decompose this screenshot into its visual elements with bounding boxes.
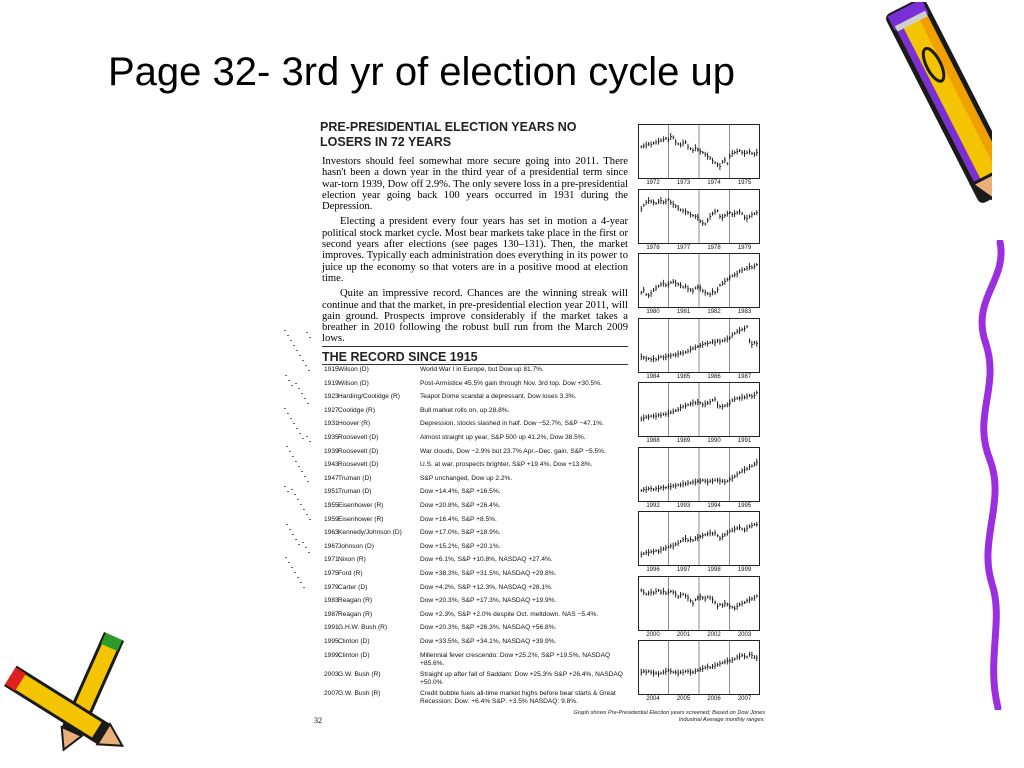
- chart-year-labels: [638, 180, 760, 188]
- speck: [300, 504, 302, 505]
- speck: [305, 365, 307, 366]
- record-president: Eisenhower (R): [338, 515, 384, 523]
- record-president: Johnson (D): [338, 542, 374, 550]
- chart-year-labels: [638, 309, 760, 317]
- record-president: Eisenhower (R): [338, 502, 384, 509]
- speck: [298, 544, 300, 545]
- record-president: Reagan (R): [338, 610, 373, 618]
- speck: [295, 539, 297, 540]
- year-label: 1977: [676, 244, 691, 251]
- speck: [298, 388, 300, 389]
- chart-svg: [638, 511, 760, 566]
- speck: [309, 441, 311, 442]
- speck: [292, 534, 294, 535]
- record-year: 1959: [324, 515, 339, 523]
- year-label: 1982: [707, 309, 721, 315]
- record-year: 1939: [324, 447, 339, 455]
- speck: [295, 461, 297, 462]
- speck: [286, 524, 288, 525]
- speck: [306, 332, 308, 333]
- chart-year-labels: [638, 567, 760, 575]
- chart-panel: [638, 640, 760, 695]
- chart-year-labels: [638, 696, 760, 704]
- record-event: War clouds, Dow −2.9% but 23.7% Apr.–Dec. gain. S&P −5.5%.: [420, 447, 606, 455]
- year-label: 1987: [737, 373, 752, 380]
- pencil-icon: [862, 2, 992, 242]
- record-year: 1931: [324, 420, 339, 428]
- record-year: 1919: [324, 379, 339, 387]
- chart-svg: [638, 318, 760, 373]
- year-label: 1980: [646, 309, 660, 315]
- speck: [301, 471, 303, 472]
- chart-panel: [638, 447, 760, 502]
- speck: [295, 383, 297, 384]
- year-label: 2000: [646, 631, 660, 638]
- speck: [303, 509, 305, 510]
- chart-panel: [638, 124, 760, 179]
- page-number: 32: [314, 716, 322, 725]
- record-year: 1995: [324, 638, 339, 645]
- record-president: Truman (D): [338, 474, 372, 482]
- speck: [286, 446, 288, 447]
- record-president: Clinton (D): [338, 651, 370, 659]
- chart-panel: [638, 189, 760, 244]
- record-event: Dow +33.5%, S&P +34.1%, NASDAQ +39.9%.: [420, 638, 557, 645]
- record-year: 1983: [324, 597, 339, 605]
- record-event: Straight up after fall of Saddam: Dow +25.3% S&P +26.4%, NASDAQ +50.0%: [420, 670, 623, 686]
- speck: [302, 360, 304, 361]
- intro-text: [322, 156, 628, 349]
- record-year: 1927: [324, 406, 339, 414]
- chart-svg: [638, 576, 760, 631]
- speck: [289, 529, 291, 530]
- record-heading: THE RECORD SINCE 1915: [322, 350, 478, 364]
- speck: [291, 489, 293, 490]
- chart-svg: [638, 253, 760, 308]
- speck: [303, 587, 305, 588]
- record-event: Dow +20.3%, S&P +17.3%, NASDAQ +19.9%.: [420, 597, 557, 605]
- record-year: 1979: [324, 583, 339, 591]
- speck: [306, 514, 308, 515]
- speck: [288, 380, 290, 381]
- year-label: 1990: [707, 438, 721, 444]
- record-year: 1999: [324, 651, 339, 659]
- speck: [294, 494, 296, 495]
- chart-svg: [638, 382, 760, 437]
- speck: [292, 456, 294, 457]
- record-year: 1935: [324, 434, 339, 441]
- year-label: 1974: [707, 180, 721, 186]
- speck: [287, 491, 289, 492]
- chart-panel: [638, 318, 760, 373]
- speck: [300, 582, 302, 583]
- speck: [284, 486, 286, 487]
- section-divider: [322, 346, 628, 347]
- record-year: 1991: [324, 624, 339, 632]
- speck: [309, 337, 311, 338]
- speck: [305, 547, 307, 548]
- record-event: Bull market rolls on, up 28.8%.: [420, 406, 510, 414]
- speck: [302, 438, 304, 439]
- record-president: Roosevelt (D): [338, 447, 379, 455]
- record-year: 1947: [324, 474, 339, 482]
- record-event: Dow +2.3%, S&P +2.0% despite Oct. meltdown. NAS −5.4%.: [420, 610, 599, 618]
- record-president: Wilson (D): [338, 366, 369, 373]
- speck: [289, 451, 291, 452]
- speck: [287, 335, 289, 336]
- speck: [293, 423, 295, 424]
- speck: [306, 436, 308, 437]
- record-event: Millennial fever crescendo: Dow +25.2%, S&P +19.5%, NASDAQ +85.6%.: [420, 651, 611, 667]
- year-label: 1985: [676, 373, 691, 380]
- record-president: Clinton (D): [338, 638, 370, 645]
- chart-year-labels: [638, 245, 760, 253]
- record-year: 1951: [324, 488, 339, 496]
- year-label: 1975: [737, 180, 752, 186]
- scanned-page: [310, 120, 765, 732]
- year-label: 2007: [737, 696, 752, 702]
- speck: [287, 413, 289, 414]
- record-president: Harding/Coolidge (R): [338, 393, 400, 401]
- slide-title: Page 32- 3rd yr of election cycle up: [108, 50, 736, 94]
- chart-svg: [638, 447, 760, 502]
- record-president: Wilson (D): [338, 379, 369, 387]
- year-label: 1991: [737, 438, 752, 444]
- speck: [288, 562, 290, 563]
- chart-svg: [638, 124, 760, 179]
- speck: [308, 552, 310, 553]
- intro-paragraph: Investors should feel somewhat more secure going into 2011. There hasn't been a down year in the third year of a presidential term since war-torn 1939, Dow off 2.9%. The only severe loss in a pre-presidential election year going back 100 years occurred in 1931 during the Depression.: [322, 156, 628, 213]
- record-event: U.S. at war, prospects brighter, S&P +19.4%, Dow +13.8%.: [420, 461, 593, 469]
- speck: [308, 370, 310, 371]
- record-year: 1967: [324, 542, 339, 550]
- record-year: 1915: [324, 366, 339, 373]
- record-president: Reagan (R): [338, 597, 373, 605]
- chart-panel: [638, 576, 760, 631]
- chart-panel: [638, 382, 760, 437]
- record-event: World War I in Europe, but Dow up 81.7%.: [420, 366, 544, 373]
- speck: [294, 572, 296, 573]
- record-event: Dow +16.4%, S&P +8.5%.: [420, 515, 497, 523]
- record-president: Ford (R): [338, 570, 363, 577]
- year-label: 1997: [676, 567, 691, 573]
- year-label: 1983: [737, 309, 752, 315]
- record-year: 1987: [324, 610, 339, 618]
- record-event: Dow +17.0%, S&P +18.9%.: [420, 529, 501, 537]
- record-president: Roosevelt (D): [338, 461, 379, 469]
- year-label: 2004: [646, 696, 660, 702]
- squiggle-decoration: [960, 240, 1024, 710]
- record-president: G.W. Bush (R): [338, 670, 381, 678]
- year-label: 2005: [676, 696, 691, 702]
- chart-year-labels: [638, 632, 760, 640]
- speck: [291, 567, 293, 568]
- record-event: Teapot Dome scandal a depressant. Dow loses 3.3%.: [420, 393, 577, 401]
- year-label: 1986: [707, 373, 721, 380]
- speck: [290, 340, 292, 341]
- year-label: 1995: [737, 502, 752, 509]
- speck: [304, 398, 306, 399]
- record-year: 1963: [324, 529, 339, 537]
- speck: [307, 403, 309, 404]
- year-label: 1988: [646, 438, 660, 444]
- document-heading: PRE-PRESIDENTIAL ELECTION YEARS NO LOSERS IN 72 YEARS: [320, 120, 577, 149]
- speck: [293, 345, 295, 346]
- speck: [297, 577, 299, 578]
- chart-year-labels: [638, 438, 760, 446]
- record-event: Almost straight up year, S&P 500 up 41.2%, Dow 38.5%.: [420, 434, 586, 441]
- record-event: Post-Armistice 45.5% gain through Nov. 3rd top. Dow +30.5%.: [420, 379, 602, 387]
- record-event: Dow +38.3%, S&P +31.5%, NASDAQ +29.8%.: [420, 570, 557, 577]
- year-label: 1976: [646, 244, 660, 251]
- record-president: G.W. Bush (R): [338, 689, 381, 697]
- speck: [285, 557, 287, 558]
- record-president: Truman (D): [338, 488, 372, 496]
- record-president: Kennedy/Johnson (D): [338, 529, 402, 537]
- record-president: Hoover (R): [338, 420, 371, 428]
- year-label: 1998: [707, 567, 721, 573]
- year-label: 2003: [737, 631, 752, 638]
- year-label: 1984: [646, 373, 660, 380]
- intro-paragraph: Electing a president every four years has set in motion a 4-year political stock market cycle. Most bear markets take place in the first or second years after elections (see pages 130–131). Then, the market improves. Typically each administration does everything in its power to juice up the economy so that voters are in a positive mood at election time.: [322, 216, 628, 284]
- year-label: 1978: [707, 244, 721, 251]
- speck: [302, 542, 304, 543]
- record-event: Dow +20.8%, S&P +26.4%.: [420, 502, 501, 509]
- section-divider: [322, 364, 628, 365]
- year-label: 1994: [707, 502, 721, 509]
- year-label: 1993: [676, 502, 691, 509]
- chart-svg: [638, 189, 760, 244]
- chart-panel: [638, 511, 760, 566]
- record-president: Carter (D): [338, 583, 368, 591]
- year-label: 1992: [646, 502, 660, 509]
- year-label: 1981: [676, 309, 691, 315]
- record-year: 1923: [324, 393, 339, 401]
- record-event: Depression, stocks slashed in half. Dow −52.7%, S&P −47.1%.: [420, 420, 604, 428]
- record-year: 1971: [324, 556, 339, 564]
- year-label: 1973: [676, 180, 691, 186]
- speck: [291, 385, 293, 386]
- speck: [309, 519, 311, 520]
- record-event: S&P unchanged, Dow up 2.2%.: [420, 474, 513, 482]
- chart-year-labels: [638, 374, 760, 382]
- record-president: G.H.W. Bush (R): [338, 624, 388, 632]
- record-president: Nixon (R): [338, 556, 366, 564]
- year-label: 1996: [646, 567, 660, 573]
- speck: [304, 476, 306, 477]
- speck: [284, 330, 286, 331]
- speck: [296, 428, 298, 429]
- chart-year-labels: [638, 503, 760, 511]
- record-event: Dow +20.3%, S&P +26.3%, NASDAQ +56.8%.: [420, 624, 557, 632]
- speck: [285, 375, 287, 376]
- year-label: 2001: [676, 631, 691, 638]
- record-year: 1975: [324, 570, 339, 577]
- speck: [290, 418, 292, 419]
- intro-paragraph: Quite an impressive record. Chances are the winning streak will continue and that the market, in pre-presidential election year 2011, will gain ground. Prospects improve considerably if the market takes a breather in 2010 following the robust bull run from the March 2009 lows.: [322, 288, 628, 345]
- speck: [298, 466, 300, 467]
- chart-caption: Graph shows Pre-Presidential Election years screened; Based on Dow Jones Industrial Average monthly ranges.: [573, 710, 765, 723]
- record-year: 2003: [324, 670, 339, 678]
- record-year: 1955: [324, 502, 339, 509]
- speck: [284, 408, 286, 409]
- speck: [301, 393, 303, 394]
- chart-panel: [638, 253, 760, 308]
- record-event: Dow +15.2%, S&P +20.1%.: [420, 542, 501, 550]
- record-year: 2007: [324, 689, 339, 697]
- year-label: 1979: [737, 244, 752, 251]
- record-event: Dow +4.2%, S&P +12.3%, NASDAQ +28.1%.: [420, 583, 553, 591]
- speck: [299, 433, 301, 434]
- record-event: Credit bubble fuels all-time market highs before bear starts & Great Recession: Dow: +6.4% S&P: +3.5% NASDAQ: 9.8%.: [420, 689, 616, 705]
- record-event: Dow +14.4%, S&P +16.5%.: [420, 488, 501, 496]
- speck: [299, 355, 301, 356]
- year-label: 1999: [737, 567, 752, 573]
- speck: [296, 350, 298, 351]
- record-year: 1943: [324, 461, 339, 469]
- record-event: Dow +6.1%, S&P +10.8%, NASDAQ +27.4%.: [420, 556, 553, 564]
- record-president: Roosevelt (D): [338, 434, 379, 441]
- year-label: 1989: [676, 438, 691, 444]
- crossed-pencils-icon: [0, 618, 150, 768]
- year-label: 1972: [646, 180, 660, 186]
- record-president: Coolidge (R): [338, 406, 376, 414]
- year-label: 2006: [707, 696, 721, 702]
- speck: [297, 499, 299, 500]
- speck: [307, 481, 309, 482]
- year-label: 2002: [707, 631, 721, 638]
- chart-svg: [638, 640, 760, 695]
